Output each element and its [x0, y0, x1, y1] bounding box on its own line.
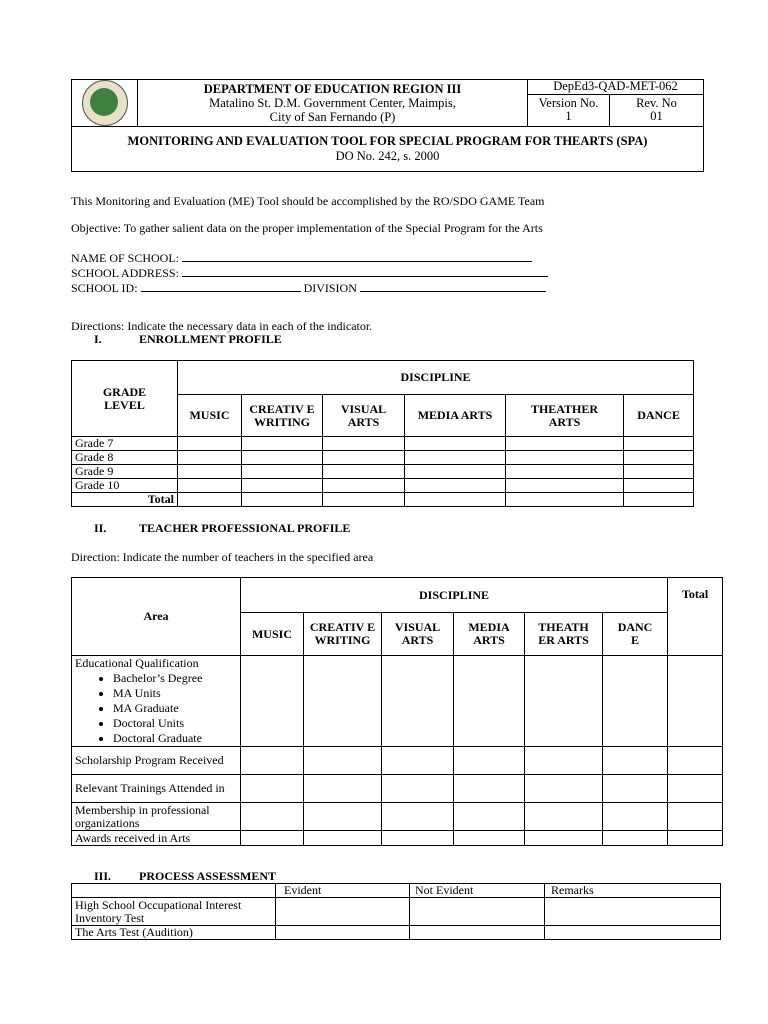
address-line-1: Matalino St. D.M. Government Center, Maimpis,	[209, 96, 456, 110]
col-media-arts: MEDIA ARTS	[405, 395, 506, 437]
deped-seal-left	[72, 80, 138, 127]
cell[interactable]	[405, 451, 506, 465]
cell[interactable]	[454, 747, 525, 775]
cell[interactable]	[323, 437, 405, 451]
cell[interactable]	[624, 465, 694, 479]
row-label: Grade 9	[72, 465, 178, 479]
total-header: Total	[668, 578, 723, 656]
list-item: • Bachelor’s Degree	[113, 671, 237, 686]
col-music: MUSIC	[178, 395, 242, 437]
cell[interactable]	[405, 437, 506, 451]
cell[interactable]	[454, 803, 525, 831]
section2-title: TEACHER PROFESSIONAL PROFILE	[139, 521, 351, 535]
cell[interactable]	[304, 775, 382, 803]
cell[interactable]	[410, 898, 545, 926]
row-label: The Arts Test (Audition)	[72, 926, 276, 940]
discipline-header: DISCIPLINE	[178, 361, 694, 395]
edu-qualification-list	[75, 671, 237, 746]
address-line-2: City of San Fernando (P)	[269, 110, 396, 124]
school-info-block	[71, 250, 548, 295]
cell[interactable]	[382, 831, 454, 846]
cell[interactable]	[382, 656, 454, 747]
cell[interactable]	[382, 747, 454, 775]
version-value: 1	[565, 109, 572, 124]
cell[interactable]	[276, 898, 410, 926]
cell[interactable]	[241, 747, 304, 775]
table-row	[72, 656, 723, 747]
cell[interactable]	[454, 775, 525, 803]
table-row	[72, 747, 723, 775]
list-item: • MA Graduate	[113, 701, 237, 716]
cell[interactable]	[603, 803, 668, 831]
division-field[interactable]	[360, 280, 546, 292]
cell[interactable]	[405, 465, 506, 479]
doc-code: DepEd3-QAD-MET-062	[528, 80, 704, 95]
list-item: • Doctoral Units	[113, 716, 237, 731]
cell[interactable]	[506, 493, 624, 507]
school-name-field[interactable]	[182, 250, 532, 262]
division-label: DIVISION	[300, 281, 360, 295]
col-evident: Evident	[276, 884, 410, 898]
cell[interactable]	[545, 898, 721, 926]
col-dance: DANCE	[624, 395, 694, 437]
cell[interactable]	[241, 656, 304, 747]
cell[interactable]	[242, 479, 323, 493]
cell[interactable]	[178, 465, 242, 479]
rev-label: Rev. No	[636, 96, 677, 111]
cell[interactable]	[506, 437, 624, 451]
version-cell	[528, 94, 610, 126]
cell[interactable]	[242, 465, 323, 479]
cell[interactable]	[323, 493, 405, 507]
cell[interactable]	[525, 803, 603, 831]
cell[interactable]	[668, 747, 723, 775]
header-table	[71, 79, 704, 172]
section3-title: PROCESS ASSESSMENT	[139, 869, 277, 883]
cell[interactable]	[242, 493, 323, 507]
cell[interactable]	[304, 747, 382, 775]
cell[interactable]	[506, 451, 624, 465]
cell[interactable]	[178, 451, 242, 465]
do-number: DO No. 242, s. 2000	[335, 149, 440, 163]
cell[interactable]	[603, 656, 668, 747]
school-id-field[interactable]	[141, 280, 301, 292]
table-row	[72, 451, 694, 465]
cell[interactable]	[506, 465, 624, 479]
col-creative-writing-2: CREATIV E WRITING	[304, 613, 382, 656]
discipline-header-2: DISCIPLINE	[241, 578, 668, 613]
col-creative-writing: CREATIV E WRITING	[242, 395, 323, 437]
table-row	[72, 926, 721, 940]
cell[interactable]	[603, 747, 668, 775]
directions: Directions: Indicate the necessary data in each of the indicator.	[71, 319, 373, 333]
cell[interactable]	[525, 656, 603, 747]
col-music-2: MUSIC	[241, 613, 304, 656]
cell[interactable]	[603, 775, 668, 803]
col-dance-2: DANC E	[603, 613, 668, 656]
row-label: High School Occupational Interest Inventory Test	[72, 898, 276, 926]
section1-number: I.	[94, 332, 102, 346]
cell[interactable]	[624, 437, 694, 451]
cell[interactable]	[545, 926, 721, 940]
table-row	[72, 831, 723, 846]
cell[interactable]	[525, 831, 603, 846]
cell[interactable]	[624, 479, 694, 493]
row-label: Awards received in Arts	[72, 831, 241, 846]
row-label: Grade 7	[72, 437, 178, 451]
section3-number: III.	[94, 869, 112, 883]
dept-title: DEPARTMENT OF EDUCATION REGION III	[203, 82, 462, 96]
school-id-label: SCHOOL ID:	[71, 281, 141, 295]
row-label: Relevant Trainings Attended in	[72, 775, 241, 803]
table-row	[72, 479, 694, 493]
table-row	[72, 465, 694, 479]
row-label: Scholarship Program Received	[72, 747, 241, 775]
cell[interactable]	[454, 656, 525, 747]
cell[interactable]	[624, 493, 694, 507]
table-row	[72, 898, 721, 926]
cell[interactable]	[454, 831, 525, 846]
enrollment-table	[71, 360, 694, 507]
cell[interactable]	[323, 465, 405, 479]
edu-qualification-label: Educational Qualification	[75, 656, 199, 670]
tool-title: MONITORING AND EVALUATION TOOL FOR SPECIAL PROGRAM FOR THEARTS (SPA)	[127, 134, 648, 148]
cell[interactable]	[323, 451, 405, 465]
cell[interactable]	[178, 437, 242, 451]
cell[interactable]	[242, 451, 323, 465]
cell[interactable]	[603, 831, 668, 846]
cell[interactable]	[241, 803, 304, 831]
cell[interactable]	[525, 775, 603, 803]
table-row	[72, 803, 723, 831]
row-label: Membership in professional organizations	[72, 803, 241, 831]
table-row	[72, 437, 694, 451]
cell[interactable]	[304, 803, 382, 831]
cell[interactable]	[405, 479, 506, 493]
rev-value: 01	[650, 109, 663, 124]
school-address-field[interactable]	[182, 265, 548, 277]
header-address-cell	[138, 80, 528, 127]
school-name-label: NAME OF SCHOOL:	[71, 251, 183, 265]
section2-direction: Direction: Indicate the number of teachers in the specified area	[71, 550, 374, 564]
teacher-profile-table	[71, 577, 723, 846]
col-visual-arts: VISUAL ARTS	[323, 395, 405, 437]
section2-number: II.	[94, 521, 107, 535]
row-total: Total	[72, 493, 178, 507]
corner-cell	[72, 884, 276, 898]
col-media-arts-2: MEDIA ARTS	[454, 613, 525, 656]
col-theather-arts-2: THEATH ER ARTS	[525, 613, 603, 656]
list-item: • MA Units	[113, 686, 237, 701]
cell[interactable]	[304, 656, 382, 747]
cell[interactable]	[241, 775, 304, 803]
version-label: Version No.	[538, 96, 599, 111]
col-theather-arts: THEATHER ARTS	[506, 395, 624, 437]
cell[interactable]	[668, 656, 723, 747]
cell[interactable]	[668, 803, 723, 831]
deped-region-logo-icon	[82, 80, 128, 126]
intro-line: This Monitoring and Evaluation (ME) Tool should be accomplished by the RO/SDO GAME Team	[71, 194, 545, 208]
objective: Objective: To gather salient data on the proper implementation of the Special Program for the Arts	[71, 221, 543, 235]
cell[interactable]	[382, 775, 454, 803]
cell[interactable]	[178, 493, 242, 507]
cell[interactable]	[405, 493, 506, 507]
cell[interactable]	[506, 479, 624, 493]
cell[interactable]	[668, 775, 723, 803]
table-row	[72, 775, 723, 803]
cell[interactable]	[382, 803, 454, 831]
section1-title: ENROLLMENT PROFILE	[139, 332, 282, 346]
cell[interactable]	[525, 747, 603, 775]
row-label: Grade 8	[72, 451, 178, 465]
col-remarks: Remarks	[545, 884, 721, 898]
tool-title-cell	[72, 127, 704, 172]
cell[interactable]	[624, 451, 694, 465]
table-row	[72, 493, 694, 507]
grade-level-header: GRADE LEVEL	[72, 361, 178, 437]
cell[interactable]	[304, 831, 382, 846]
cell[interactable]	[178, 479, 242, 493]
area-header: Area	[72, 578, 241, 656]
cell[interactable]	[276, 926, 410, 940]
list-item: • Doctoral Graduate	[113, 731, 237, 746]
col-visual-arts-2: VISUAL ARTS	[382, 613, 454, 656]
cell[interactable]	[323, 479, 405, 493]
col-not-evident: Not Evident	[410, 884, 545, 898]
rev-cell	[610, 94, 704, 126]
cell[interactable]	[668, 831, 723, 846]
cell[interactable]	[241, 831, 304, 846]
row-label: Grade 10	[72, 479, 178, 493]
school-address-label: SCHOOL ADDRESS:	[71, 266, 182, 280]
edu-qualification-cell	[72, 656, 241, 747]
cell[interactable]	[410, 926, 545, 940]
process-assessment-table	[71, 883, 721, 940]
cell[interactable]	[242, 437, 323, 451]
